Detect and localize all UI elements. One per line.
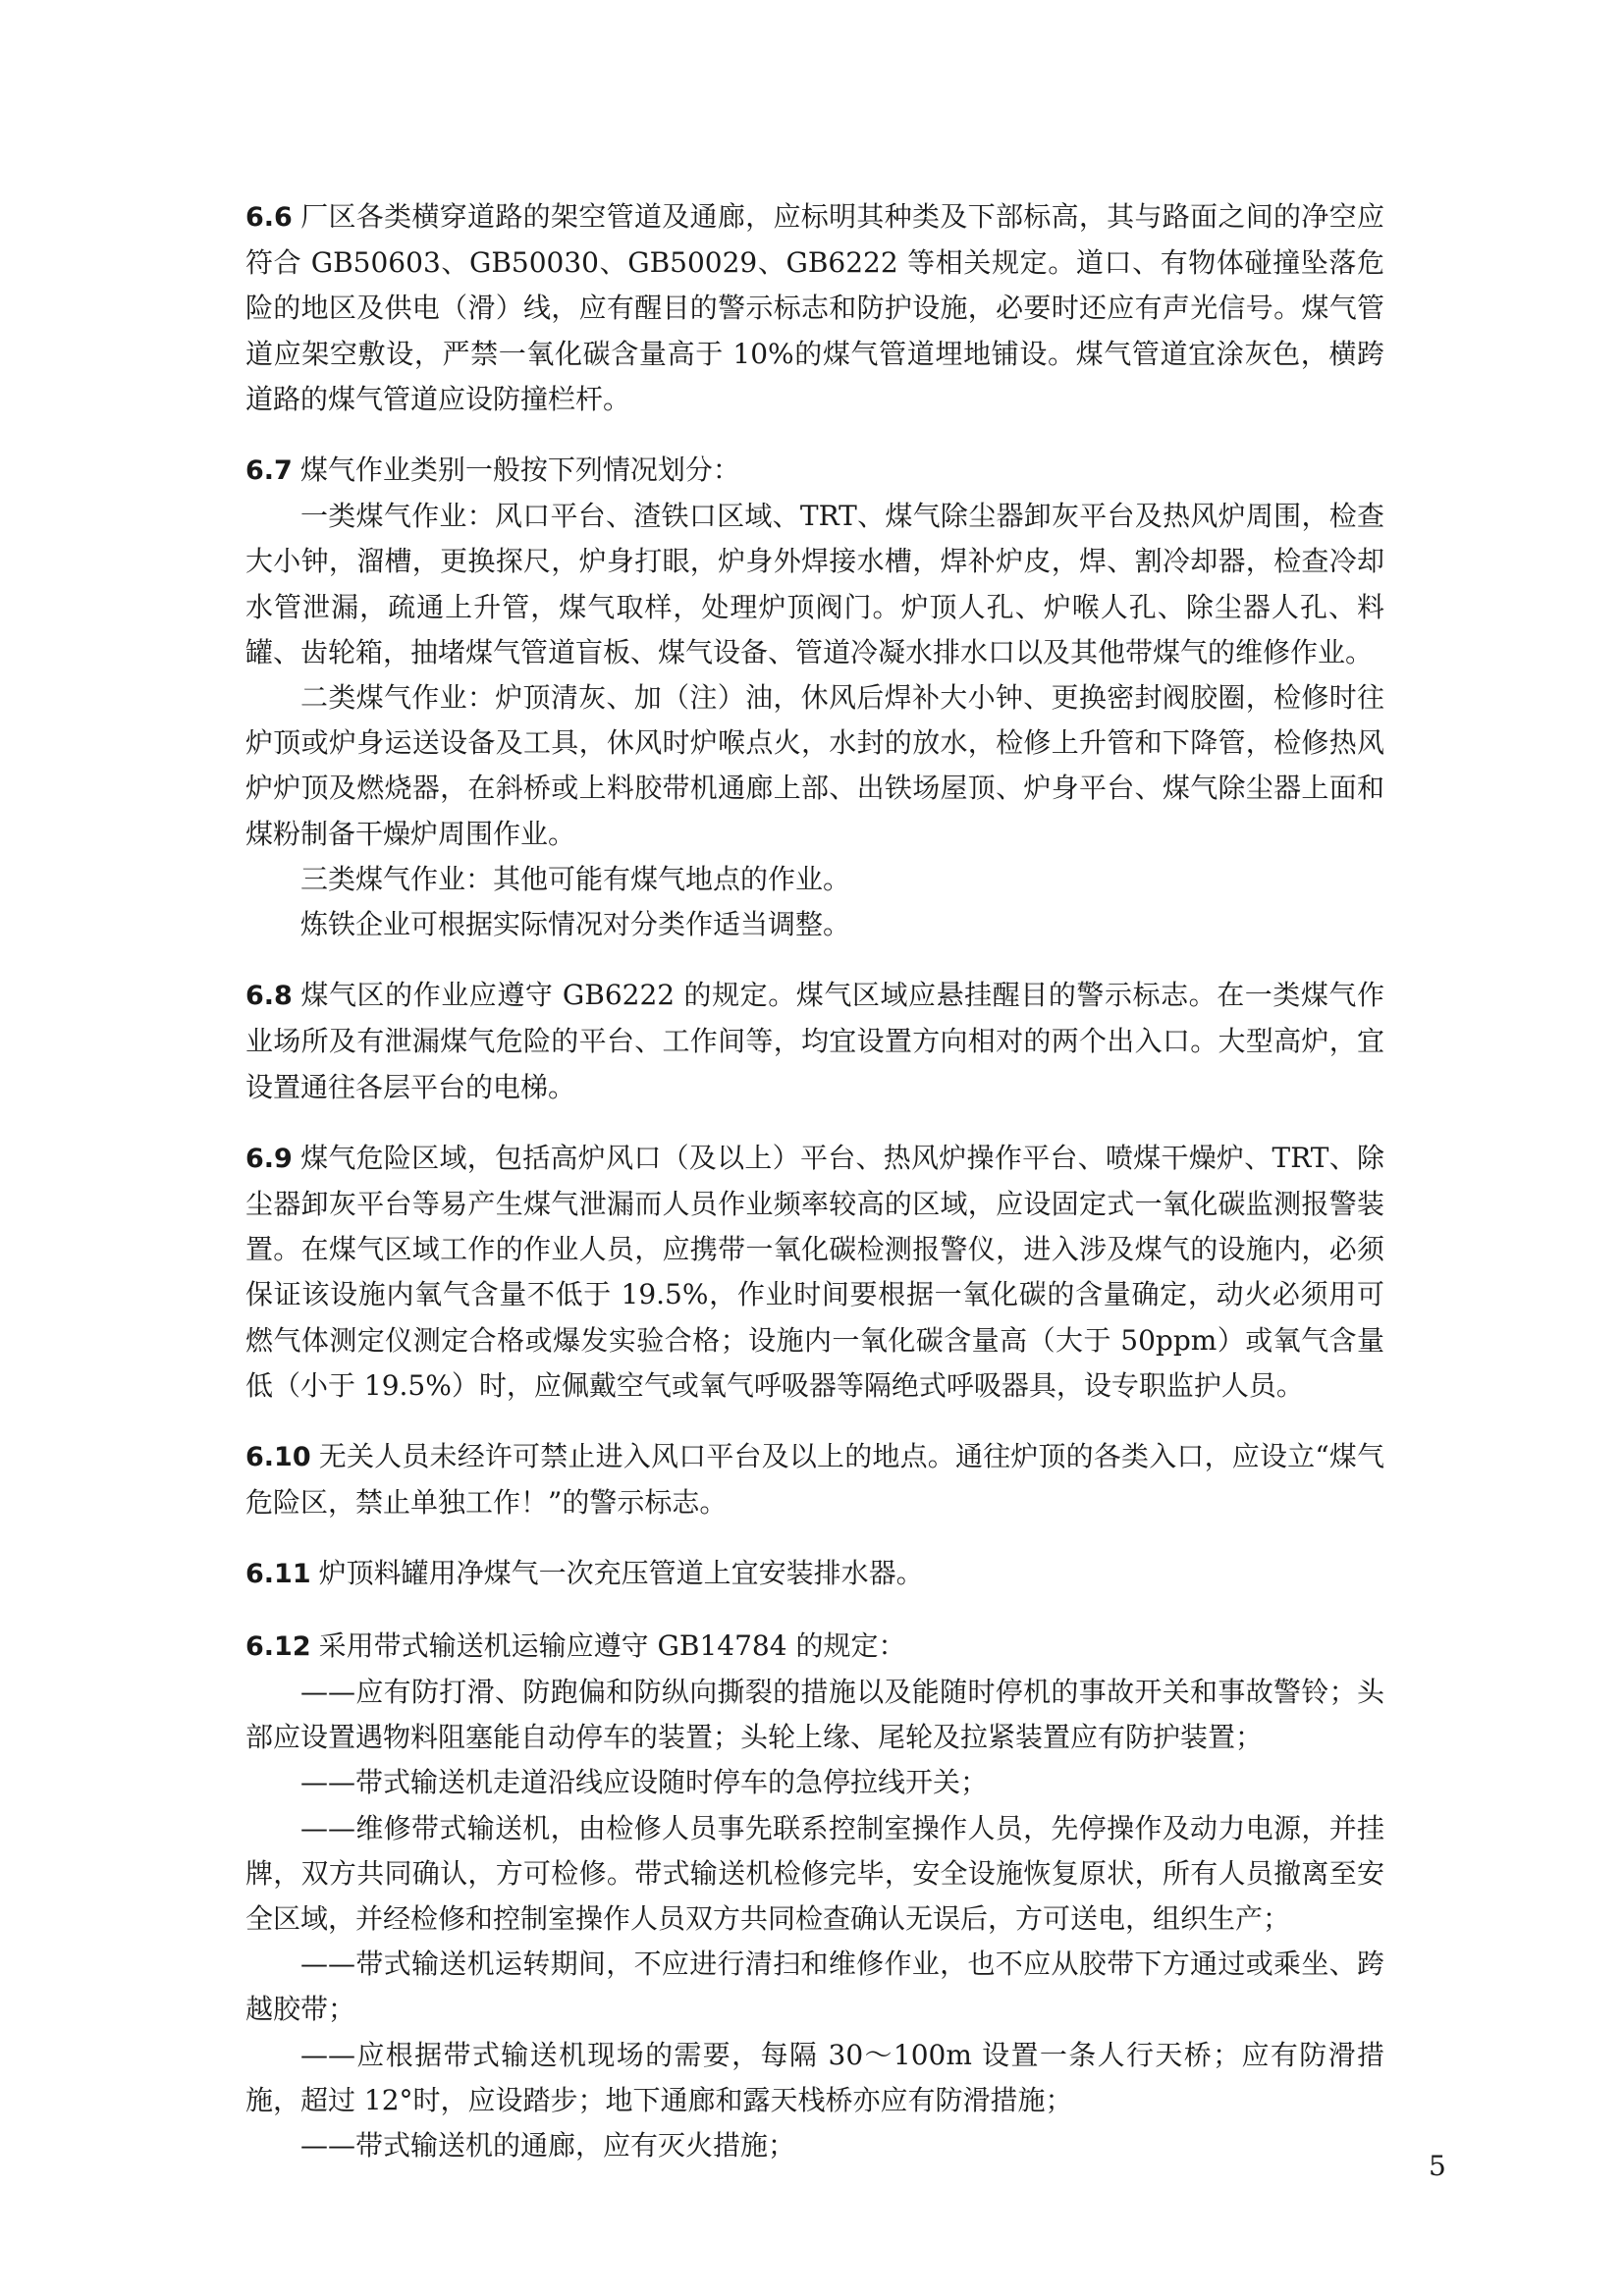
clause-6-11	[245, 1551, 1384, 1597]
clause-paragraph	[245, 1434, 1384, 1525]
clause-text: 无关人员未经许可禁止进入风口平台及以上的地点。通往炉顶的各类入口，应设立“煤气危险区，禁止单独工作！”的警示标志。	[245, 1440, 1384, 1520]
clause-text: 厂区各类横穿道路的架空管道及通廊，应标明其种类及下部标高，其与路面之间的净空应符合 GB50603、GB50030、GB50029、GB6222 等相关规定。道口、有物体碰撞坠落危险的地区及供电（滑）线，应有醒目的警示标志和防护设施，必要时还应有声光信号。煤气管道应架空敷设，严禁一氧化碳含量高于 10%的煤气管道埋地铺设。煤气管道宜涂灰色，横跨道路的煤气管道应设防撞栏杆。	[245, 200, 1384, 415]
clause-text: 煤气危险区域，包括高炉风口（及以上）平台、热风炉操作平台、喷煤干燥炉、TRT、除尘器卸灰平台等易产生煤气泄漏而人员作业频率较高的区域，应设固定式一氧化碳监测报警装置。在煤气区域工作的作业人员，应携带一氧化碳检测报警仪，进入涉及煤气的设施内，必须保证该设施内氧气含量不低于 19.5%，作业时间要根据一氧化碳的含量确定，动火必须用可燃气体测定仪测定合格或爆发实验合格；设施内一氧化碳含量高（大于 50ppm）或氧气含量低（小于 19.5%）时，应佩戴空气或氧气呼吸器等隔绝式呼吸器具，设专职监护人员。	[245, 1141, 1384, 1402]
list-item: ——维修带式输送机，由检修人员事先联系控制室操作人员，先停操作及动力电源，并挂牌，双方共同确认，方可检修。带式输送机检修完毕，安全设施恢复原状，所有人员撤离至安全区域，并经检修和控制室操作人员双方共同检查确认无误后，方可送电，组织生产；	[245, 1811, 1384, 1935]
clause-paragraph	[245, 1551, 1384, 1597]
clause-paragraph	[245, 1624, 1384, 1670]
clause-number: 6.6	[245, 202, 293, 233]
clause-number: 6.8	[245, 981, 293, 1012]
adjustment-paragraph: 炼铁企业可根据实际情况对分类作适当调整。	[300, 908, 851, 941]
clause-6-9	[245, 1136, 1384, 1409]
clause-text: 炉顶料罐用净煤气一次充压管道上宜安装排水器。	[318, 1557, 924, 1590]
list-item: ——带式输送机的通廊，应有灭火措施；	[300, 2128, 796, 2162]
clause-paragraph	[245, 1136, 1384, 1409]
clause-6-10	[245, 1434, 1384, 1525]
category-one-paragraph: 一类煤气作业：风口平台、渣铁口区域、TRT、煤气除尘器卸灰平台及热风炉周围，检查大小钟，溜槽，更换探尺，炉身打眼，炉身外焊接水槽，焊补炉皮，焊、割冷却器，检查冷却水管泄漏，疏通上升管，煤气取样，处理炉顶阀门。炉顶人孔、炉喉人孔、除尘器人孔、料罐、齿轮箱，抽堵煤气管道盲板、煤气设备、管道冷凝水排水口以及其他带煤气的维修作业。	[245, 500, 1384, 668]
clause-number: 6.7	[245, 455, 293, 487]
clause-paragraph	[245, 973, 1384, 1110]
page-number: 5	[1429, 2150, 1446, 2182]
list-item: ——应有防打滑、防跑偏和防纵向撕裂的措施以及能随时停机的事故开关和事故警铃；头部应设置遇物料阻塞能自动停车的装置；头轮上缘、尾轮及拉紧装置应有防护装置；	[245, 1675, 1384, 1754]
clause-6-7	[245, 448, 1384, 947]
document-body	[245, 194, 1384, 2194]
list-item: ——带式输送机走道沿线应设随时停车的急停拉线开关；	[300, 1766, 989, 1799]
category-three-paragraph: 三类煤气作业：其他可能有煤气地点的作业。	[300, 862, 851, 895]
list-item: ——带式输送机运转期间，不应进行清扫和维修作业，也不应从胶带下方通过或乘坐、跨越胶带；	[245, 1948, 1384, 2026]
clause-number: 6.11	[245, 1559, 311, 1590]
list-item: ——应根据带式输送机现场的需要，每隔 30～100m 设置一条人行天桥；应有防滑措施，超过 12°时，应设踏步；地下通廊和露天栈桥亦应有防滑措施；	[245, 2038, 1384, 2116]
clause-paragraph	[245, 448, 1384, 494]
clause-number: 6.10	[245, 1442, 311, 1473]
clause-6-12	[245, 1624, 1384, 2168]
clause-text: 采用带式输送机运输应遵守 GB14784 的规定：	[318, 1629, 906, 1662]
clause-text: 煤气区的作业应遵守 GB6222 的规定。煤气区域应悬挂醒目的警示标志。在一类煤气作业场所及有泄漏煤气危险的平台、工作间等，均宜设置方向相对的两个出入口。大型高炉，宜设置通往各层平台的电梯。	[245, 979, 1384, 1103]
clause-6-8	[245, 973, 1384, 1110]
clause-paragraph	[245, 194, 1384, 422]
clause-text: 煤气作业类别一般按下列情况划分：	[299, 454, 740, 487]
clause-number: 6.12	[245, 1630, 311, 1662]
clause-number: 6.9	[245, 1143, 293, 1174]
category-two-paragraph: 二类煤气作业：炉顶清灰、加（注）油，休风后焊补大小钟、更换密封阀胶圈，检修时往炉顶或炉身运送设备及工具，休风时炉喉点火，水封的放水，检修上升管和下降管，检修热风炉炉顶及燃烧器，在斜桥或上料胶带机通廊上部、出铁场屋顶、炉身平台、煤气除尘器上面和煤粉制备干燥炉周围作业。	[245, 681, 1384, 850]
clause-6-6	[245, 194, 1384, 422]
